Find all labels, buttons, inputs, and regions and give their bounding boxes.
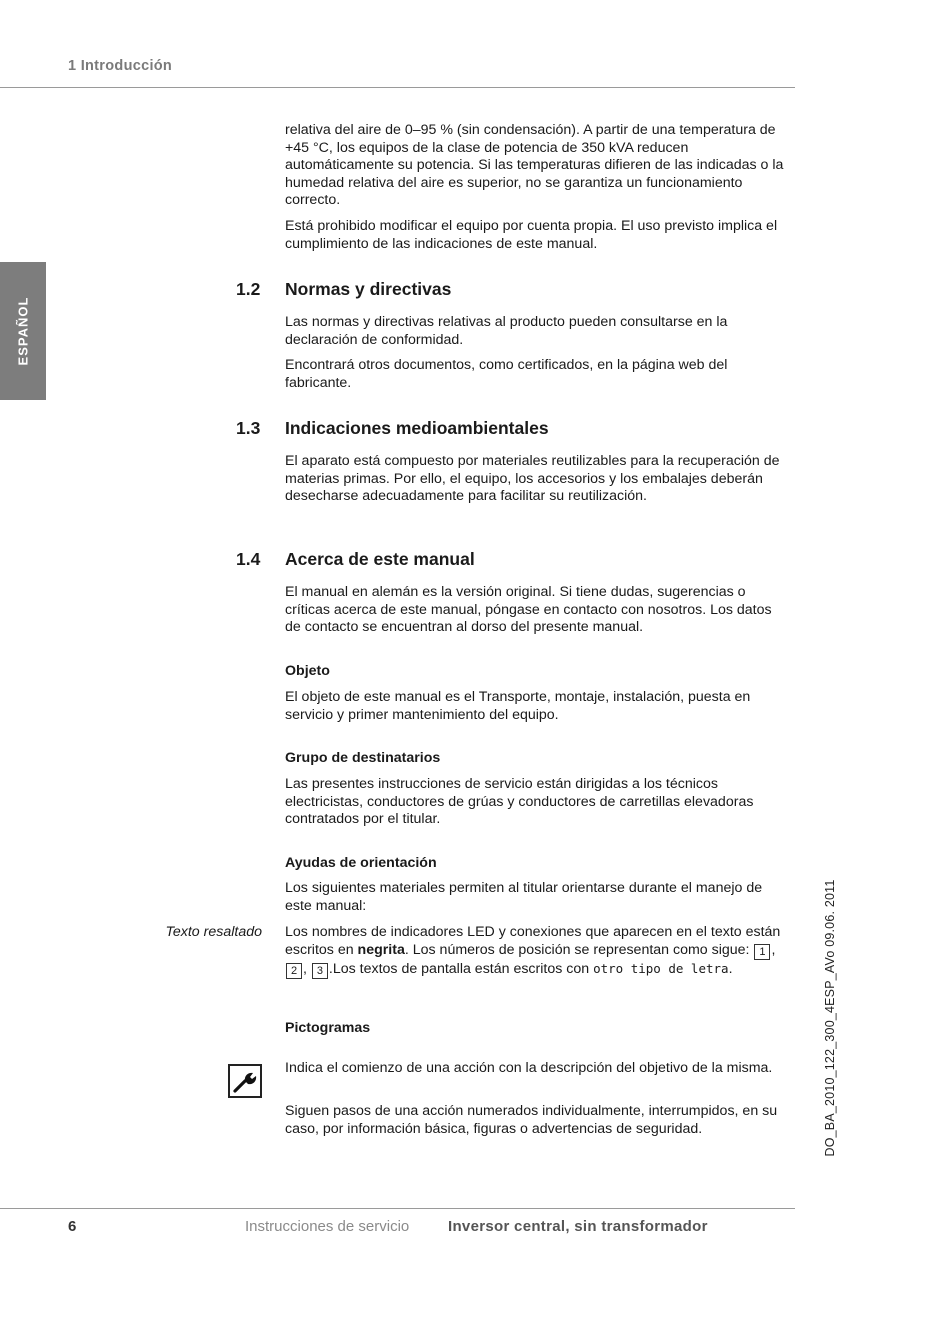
footer-product-title: Inversor central, sin transformador [448, 1218, 708, 1235]
section-number: 1.3 [236, 418, 261, 438]
margin-label-texto-resaltado: Texto resaltado [165, 924, 262, 940]
subheading-ayudas: Ayudas de orientación [285, 855, 437, 871]
subheading-grupo: Grupo de destinatarios [285, 750, 441, 766]
intro-paragraph-2: Está prohibido modificar el equipo por cuenta propia. El uso previsto implica el cumplimiento de las indicaciones de este manual. [285, 218, 778, 252]
objeto-paragraph: El objeto de este manual es el Transporte, montaje, instalación, puesta en servicio y primer mantenimiento del equipo. [285, 689, 751, 723]
wrench-icon [228, 1064, 262, 1098]
section-title: Indicaciones medioambientales [285, 418, 549, 438]
section-title: Normas y directivas [285, 279, 452, 299]
s13-paragraph-1: El aparato está compuesto por materiales reutilizables para la recuperación de materias primas. Por ello, el equipo, los accesorios y los embalajes deberán desecharse adecuadamente para facilitar su reutilización. [285, 453, 780, 505]
language-tab [0, 262, 46, 400]
s12-paragraph-2: Encontrará otros documentos, como certificados, en la página web del fabricante. [285, 357, 728, 391]
s12-paragraph-1: Las normas y directivas relativas al producto pueden consultarse en la declaración de conformidad. [285, 314, 728, 348]
section-number: 1.2 [236, 279, 261, 299]
footer-doc-type: Instrucciones de servicio [245, 1218, 410, 1235]
position-number-3: 3 [312, 963, 328, 979]
s14-paragraph-1: El manual en alemán es la versión original. Si tiene dudas, sugerencias o críticas acerca de este manual, póngase en contacto con nosotros. Los datos de contacto se encuentran al dorso del presente manual. [285, 584, 772, 636]
texto-resaltado-paragraph: Los nombres de indicadores LED y conexiones que aparecen en el texto están escritos en negrita. Los números de posición se representan como sigue: 1 , 2 , 3 .Los textos de pantalla están escritos con otro tipo de letra. [285, 924, 781, 977]
mono-example: otro tipo de letra [593, 960, 729, 976]
picto-paragraph-2: Siguen pasos de una acción numerados individualmente, interrumpidos, en su caso, por información básica, figuras o advertencias de seguridad. [285, 1103, 778, 1137]
footer-rule [0, 1208, 795, 1209]
page-number: 6 [68, 1218, 77, 1235]
position-number-1: 1 [754, 944, 770, 960]
section-title: Acerca de este manual [285, 549, 475, 569]
subheading-pictogramas: Pictogramas [285, 1020, 371, 1036]
bold-example: negrita [357, 941, 405, 958]
grupo-paragraph: Las presentes instrucciones de servicio están dirigidas a los técnicos electricistas, conductores de grúas y conductores de carretillas elevadoras contratados por el titular. [285, 776, 754, 828]
intro-paragraph-1: relativa del aire de 0–95 % (sin condensación). A partir de una temperatura de +45 °C, los equipos de la clase de potencia de 350 kVA reducen automáticamente su potencia. Si las temperaturas difieren de las indicadas o la humedad relativa del aire es superior, no se garantiza un funcionamiento correcto. [285, 122, 784, 209]
header-rule [0, 87, 795, 88]
chapter-header: 1 Introducción [68, 58, 173, 74]
position-number-2: 2 [286, 963, 302, 979]
subheading-objeto: Objeto [285, 663, 330, 679]
document-id: DO_BA_2010_122_300_4ESP_AVo 09.06. 2011 [823, 878, 837, 1157]
section-number: 1.4 [236, 549, 261, 569]
ayudas-paragraph: Los siguientes materiales permiten al titular orientarse durante el manejo de este manual: [285, 880, 763, 914]
picto-paragraph-1: Indica el comienzo de una acción con la descripción del objetivo de la misma. [285, 1060, 773, 1076]
language-tab-label: ESPAÑOL [15, 296, 31, 366]
